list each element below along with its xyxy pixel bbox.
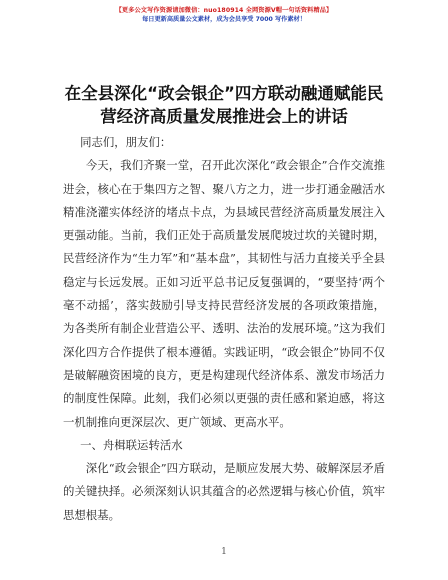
document-body xyxy=(63,131,385,527)
document-title xyxy=(0,82,448,128)
paragraph-2: 深化“政会银企”四方联动，是顺应发展大势、破解深层矛盾的关键抉择。必须深刻认识其蕴含的必然逻辑与核心价值，筑牢思想根基。 xyxy=(63,461,385,522)
title-line-1: 在全县深化“政会银企”四方联动融通赋能民 xyxy=(64,84,384,103)
promo-banner xyxy=(0,6,448,24)
section-heading-1: 一、舟楫联运转活水 xyxy=(80,437,183,452)
page-number: 1 xyxy=(221,547,227,557)
promo-banner-line-1: 【更多公文写作资源请加微信：nuo180914 全网资源V帽一句话资料精品】 xyxy=(115,7,333,14)
promo-banner-line-2: 每日更新高质量公文素材，成为会员享受 7000 写作素材！ xyxy=(142,16,306,23)
title-line-2: 营经济高质量发展推进会上的讲话 xyxy=(100,107,348,126)
greeting: 同志们，朋友们： xyxy=(80,135,172,149)
paragraph-1: 今天，我们齐聚一堂，召开此次深化“政会银企”合作交流推进会，核心在于集四方之智、聚八方之力，进一步打通金融活水精准浇灌实体经济的堵点卡点，为县域民营经济高质量发展注入更强动能。当前，我们正处于高质量发展爬坡过坎的关键时期，民营经济作为“生力军”和“基本盘”，其韧性与活力直接关乎全县稳定与长远发展。正如习近平总书记反复强调的，“要坚持‘两个毫不动摇’，落实鼓励引导支持民营经济发展的各项政策措施，为各类所有制企业营造公平、透明、法治的发展环境。”这为我们深化四方合作提供了根本遵循。实践证明，“政会银企”协同不仅是破解融资困境的良方，更是构建现代经济体系、激发市场活力的制度性保障。此刻，我们必须以更强的责任感和紧迫感，将这一机制推向更深层次、更广领域、更高水平。 xyxy=(63,158,385,429)
